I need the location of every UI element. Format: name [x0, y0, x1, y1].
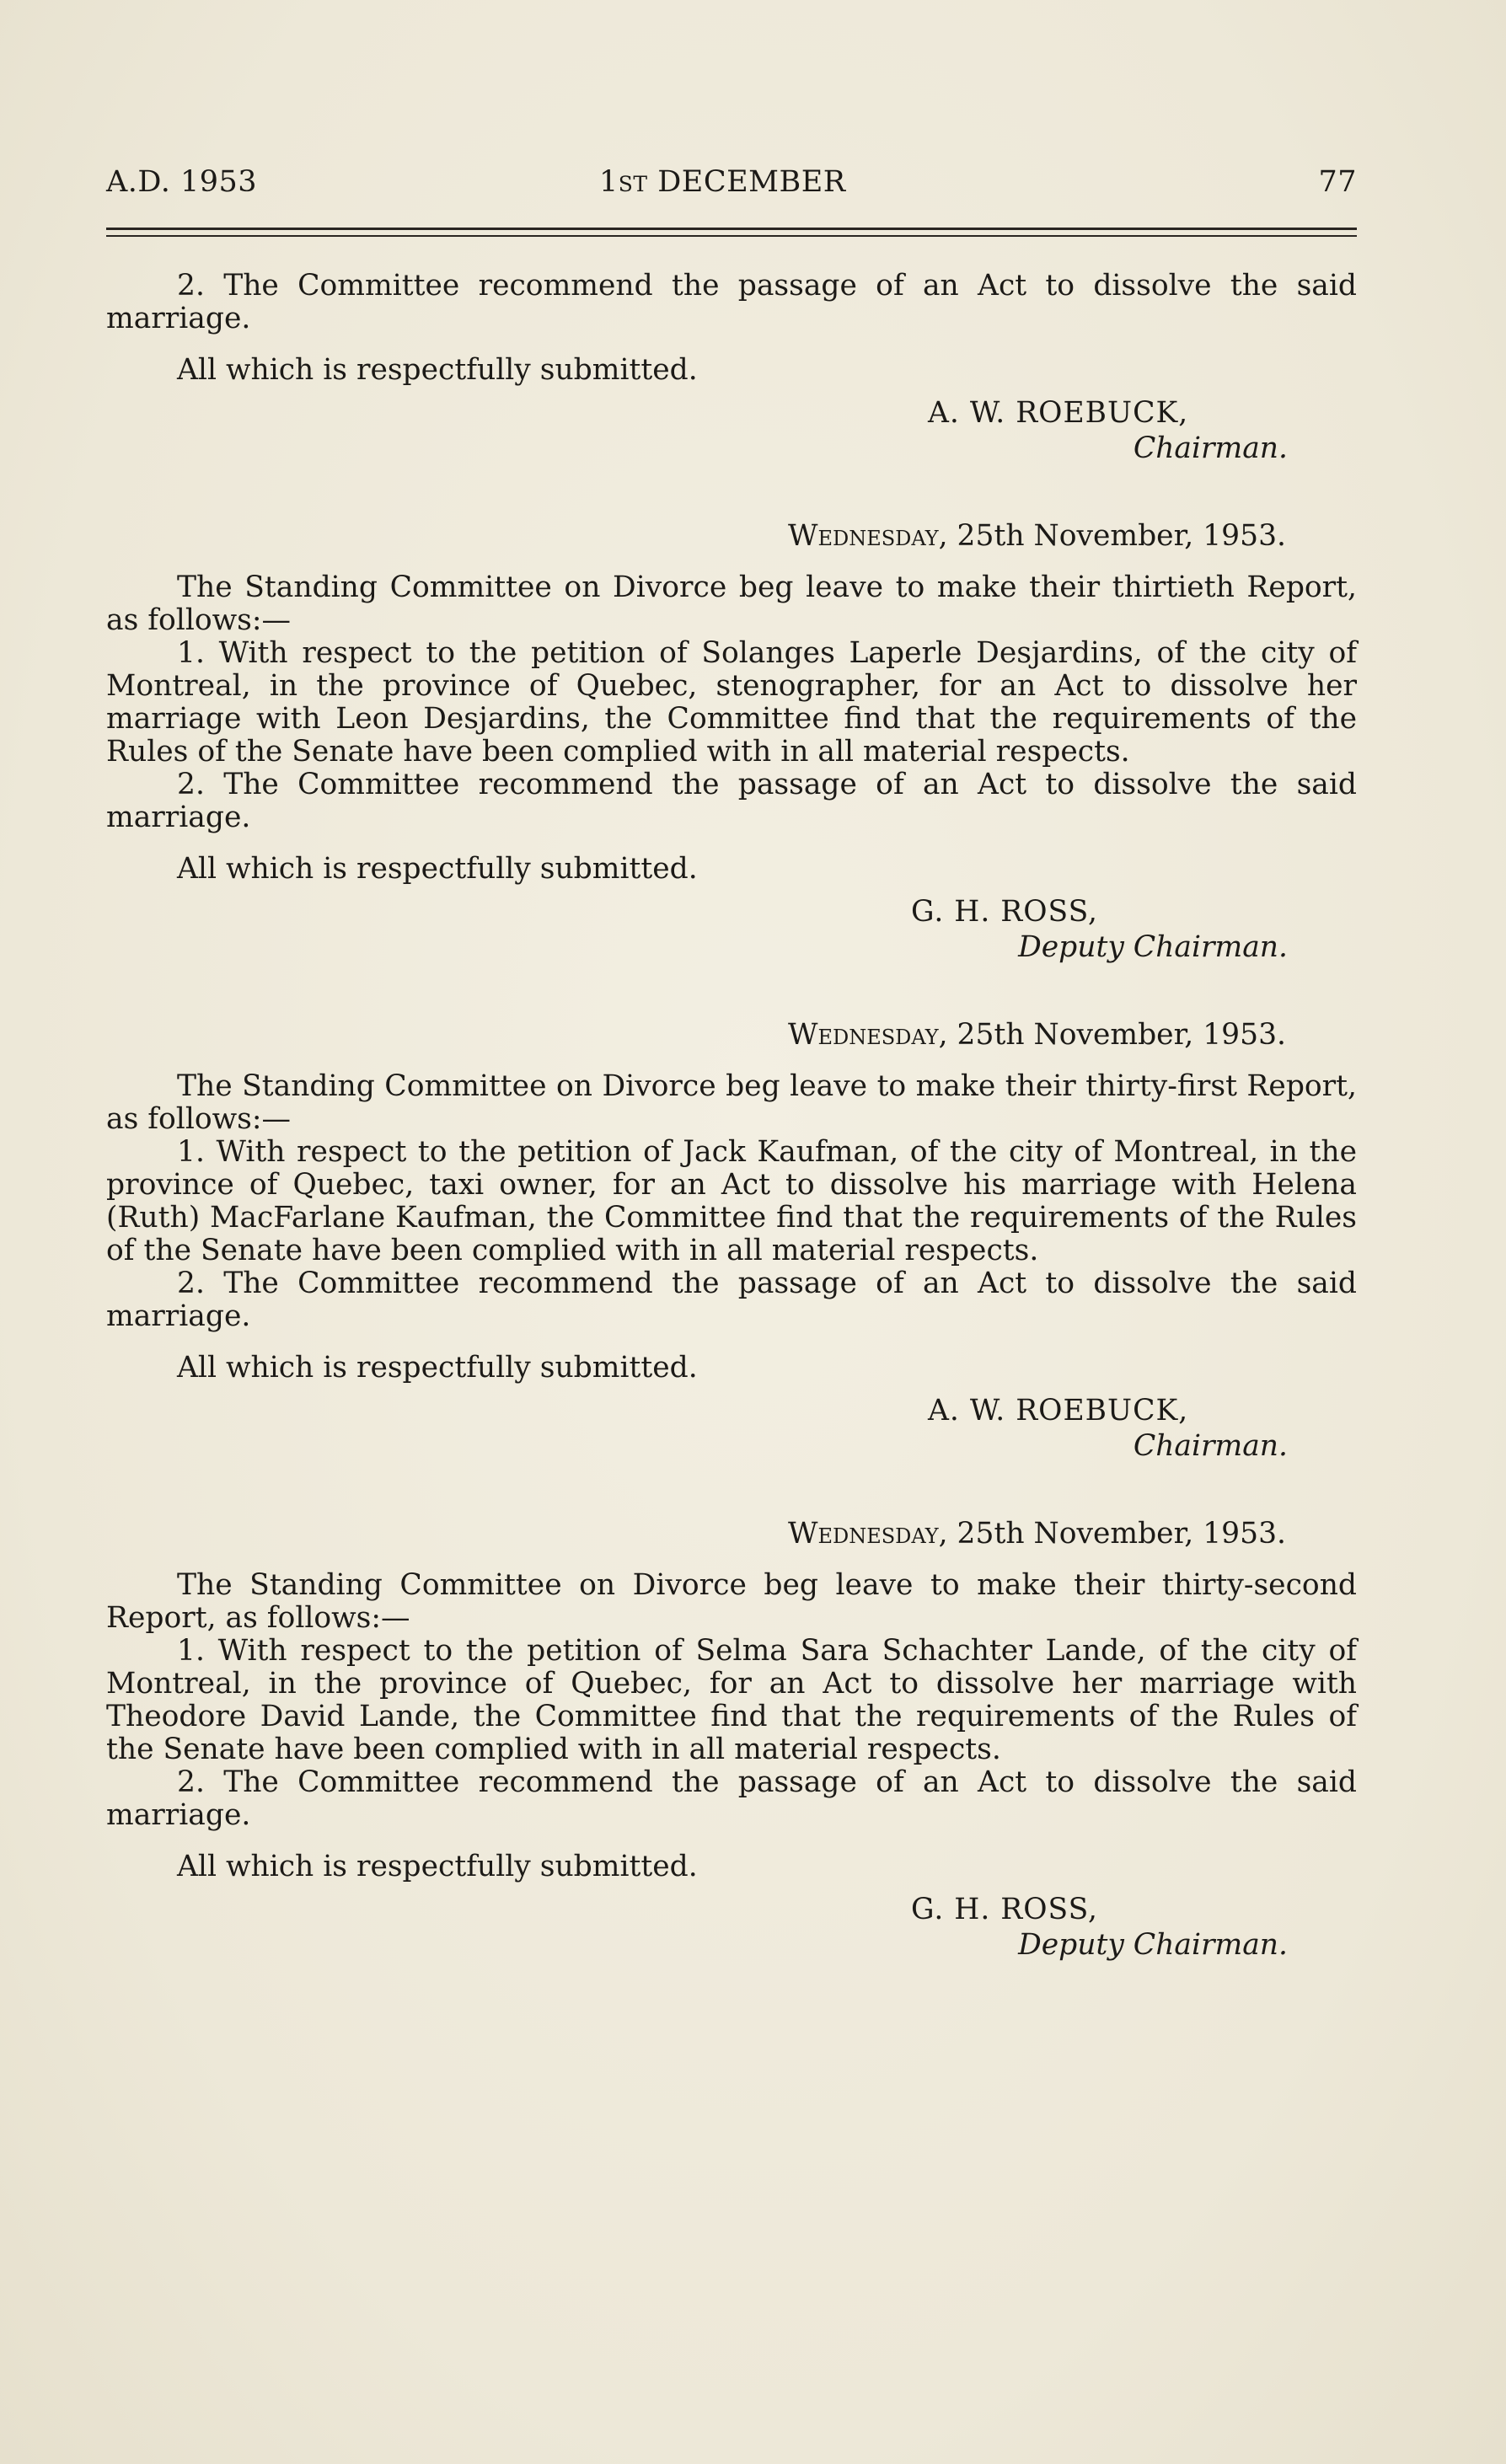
header-date-day: 1st: [599, 165, 648, 199]
report-date: [106, 520, 1357, 553]
signature-block: [106, 397, 1357, 469]
paragraph-recommendation: 2. The Committee recommend the passage of an Act to dissolve the said marriage.: [106, 269, 1357, 335]
submitted-line: All which is respectfully submitted.: [177, 852, 698, 886]
signature-block: [106, 1395, 1357, 1467]
paragraph-intro: The Standing Committee on Divorce beg leave to make their thirtieth Report, as follows:—: [106, 570, 1357, 637]
report-section-thirty-second: [106, 1518, 1357, 1966]
paragraph-recommendation: 2. The Committee recommend the passage of an Act to dissolve the said marriage.: [106, 1267, 1357, 1333]
report-date-weekday: Wednesday,: [787, 1517, 948, 1551]
header-date: [599, 165, 846, 199]
report-date-weekday: Wednesday,: [787, 1018, 948, 1052]
page-number: 77: [1318, 165, 1357, 199]
header-rule-bottom: [106, 235, 1357, 237]
signatory-title: Chairman.: [1133, 1429, 1288, 1463]
submitted-line: All which is respectfully submitted.: [177, 1351, 698, 1385]
signatory-title: Deputy Chairman.: [1018, 930, 1288, 964]
paragraph-intro: The Standing Committee on Divorce beg leave to make their thirty-first Report, as follows:—: [106, 1069, 1357, 1136]
report-date-rest: 25th November, 1953.: [947, 519, 1286, 553]
report-date: [106, 1019, 1357, 1052]
report-section-thirtieth: [106, 520, 1357, 968]
report-date-weekday: Wednesday,: [787, 519, 948, 553]
paragraph-petition: 1. With respect to the petition of Selma Sara Schachter Lande, of the city of Montreal, in the province of Quebec, for an Act to dissolve her marriage with Theodore David Lande, the Committee find that the requirements of the Rules of the Senate have been complied with in all material respects.: [106, 1634, 1357, 1766]
header-date-month: DECEMBER: [647, 165, 846, 199]
paragraph-recommendation: 2. The Committee recommend the passage of an Act to dissolve the said marriage.: [106, 1765, 1357, 1832]
signatory-title: Deputy Chairman.: [1018, 1928, 1288, 1962]
signatory-title: Chairman.: [1133, 431, 1288, 465]
document-body: [106, 270, 1357, 1966]
signatory-name: A. W. ROEBUCK,: [928, 396, 1189, 430]
paragraph-petition: 1. With respect to the petition of Solanges Laperle Desjardins, of the city of Montreal, in the province of Quebec, stenographer, for an Act to dissolve her marriage with Leon Desjardins, the Committee find that the requirements of the Rules of the Senate have been complied with in all material respects.: [106, 636, 1357, 769]
paragraph-petition: 1. With respect to the petition of Jack Kaufman, of the city of Montreal, in the province of Quebec, taxi owner, for an Act to dissolve his marriage with Helena (Ruth) MacFarlane Kaufman, the Committee find that the requirements of the Rules of the Senate have been complied with in all material respects.: [106, 1135, 1357, 1267]
report-date-rest: 25th November, 1953.: [947, 1018, 1286, 1052]
submitted-line: All which is respectfully submitted.: [177, 353, 698, 387]
header-year: A.D. 1953: [106, 165, 258, 199]
report-section-continued: [106, 270, 1357, 469]
signatory-name: G. H. ROSS,: [911, 1893, 1098, 1926]
report-date-rest: 25th November, 1953.: [947, 1517, 1286, 1551]
page-header: [106, 165, 1357, 207]
signature-block: [106, 1894, 1357, 1966]
signatory-name: A. W. ROEBUCK,: [928, 1394, 1189, 1428]
submitted-line: All which is respectfully submitted.: [177, 1850, 698, 1883]
report-date: [106, 1518, 1357, 1551]
signatory-name: G. H. ROSS,: [911, 895, 1098, 929]
paragraph-intro: The Standing Committee on Divorce beg leave to make their thirty-second Report, as follows:—: [106, 1568, 1357, 1635]
signature-block: [106, 896, 1357, 968]
report-section-thirty-first: [106, 1019, 1357, 1467]
header-rule-top: [106, 228, 1357, 230]
paragraph-recommendation: 2. The Committee recommend the passage of an Act to dissolve the said marriage.: [106, 768, 1357, 834]
